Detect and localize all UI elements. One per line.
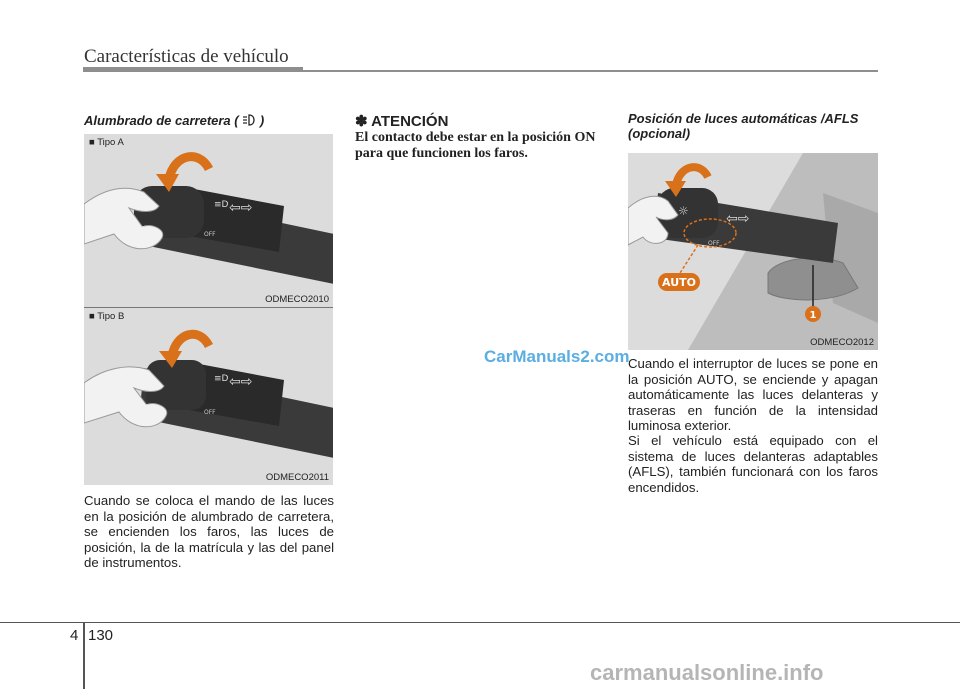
high-beam-description: Cuando se coloca el mando de las luces en la posición de alumbrado de carretera, se encienden los faros, las luces de posición, la de la matrícula y las del panel de instrumentos. (84, 493, 334, 571)
lever-illustration-a (84, 134, 333, 307)
off-label: OFF (204, 409, 216, 416)
attention-title: ✽ ATENCIÓN (355, 113, 449, 130)
footer-divider (83, 622, 85, 689)
auto-switch-illustration (628, 153, 878, 350)
figure-code: ODMECO2012 (810, 337, 874, 348)
afls-description: Si el vehículo está equipado con el sistema de luces delanteras adaptables (AFLS), también funcionará con los faros encendidos. (628, 433, 878, 495)
site-watermark: carmanualsonline.info (590, 660, 824, 685)
figure-type-b (84, 308, 333, 485)
lever-illustration-b (84, 308, 333, 485)
auto-badge-label: AUTO (662, 276, 696, 289)
figure-code: ODMECO2011 (265, 472, 329, 483)
off-label: OFF (708, 240, 720, 247)
auto-description: Cuando el interruptor de luces se pone en la posición AUTO, se enciende y apagan automáticamente las luces delanteras y traseras en función de la intensidad luminosa exterior. (628, 356, 878, 434)
svg-text:⇦⇨: ⇦⇨ (726, 211, 750, 227)
attention-text: El contacto debe estar en la posición ON para que funcionen los faros. (355, 130, 596, 161)
svg-text:⇦⇨: ⇦⇨ (229, 374, 253, 390)
callout-number: 1 (809, 310, 817, 321)
high-beam-heading (84, 113, 264, 128)
carmanuals-watermark[interactable]: CarManuals2.com (484, 347, 630, 366)
high-beam-icon (242, 114, 256, 126)
svg-text:≡D: ≡D (214, 200, 229, 210)
page-header-title: Características de vehículo (84, 46, 289, 67)
page-number: 130 (88, 627, 114, 644)
figure-tag: ■ Tipo A (89, 137, 124, 148)
header-rule (83, 67, 303, 72)
svg-text:≡D: ≡D (214, 374, 229, 384)
footer-rule (0, 622, 960, 623)
header-rule-thin (303, 70, 878, 72)
svg-text:⇦⇨: ⇦⇨ (229, 200, 253, 216)
svg-text:☼: ☼ (678, 204, 689, 218)
off-label: OFF (204, 231, 216, 238)
heading-close: ) (259, 113, 265, 128)
figure-code: ODMECO2010 (265, 294, 329, 305)
auto-light-heading: Posición de luces automáticas /AFLS (opcional) (628, 111, 859, 141)
figure-auto-position (628, 153, 878, 350)
heading-text: Alumbrado de carretera ( (84, 113, 239, 128)
chapter-number: 4 (70, 627, 79, 644)
figure-type-a (84, 134, 333, 307)
figure-tag: ■ Tipo B (89, 311, 125, 322)
